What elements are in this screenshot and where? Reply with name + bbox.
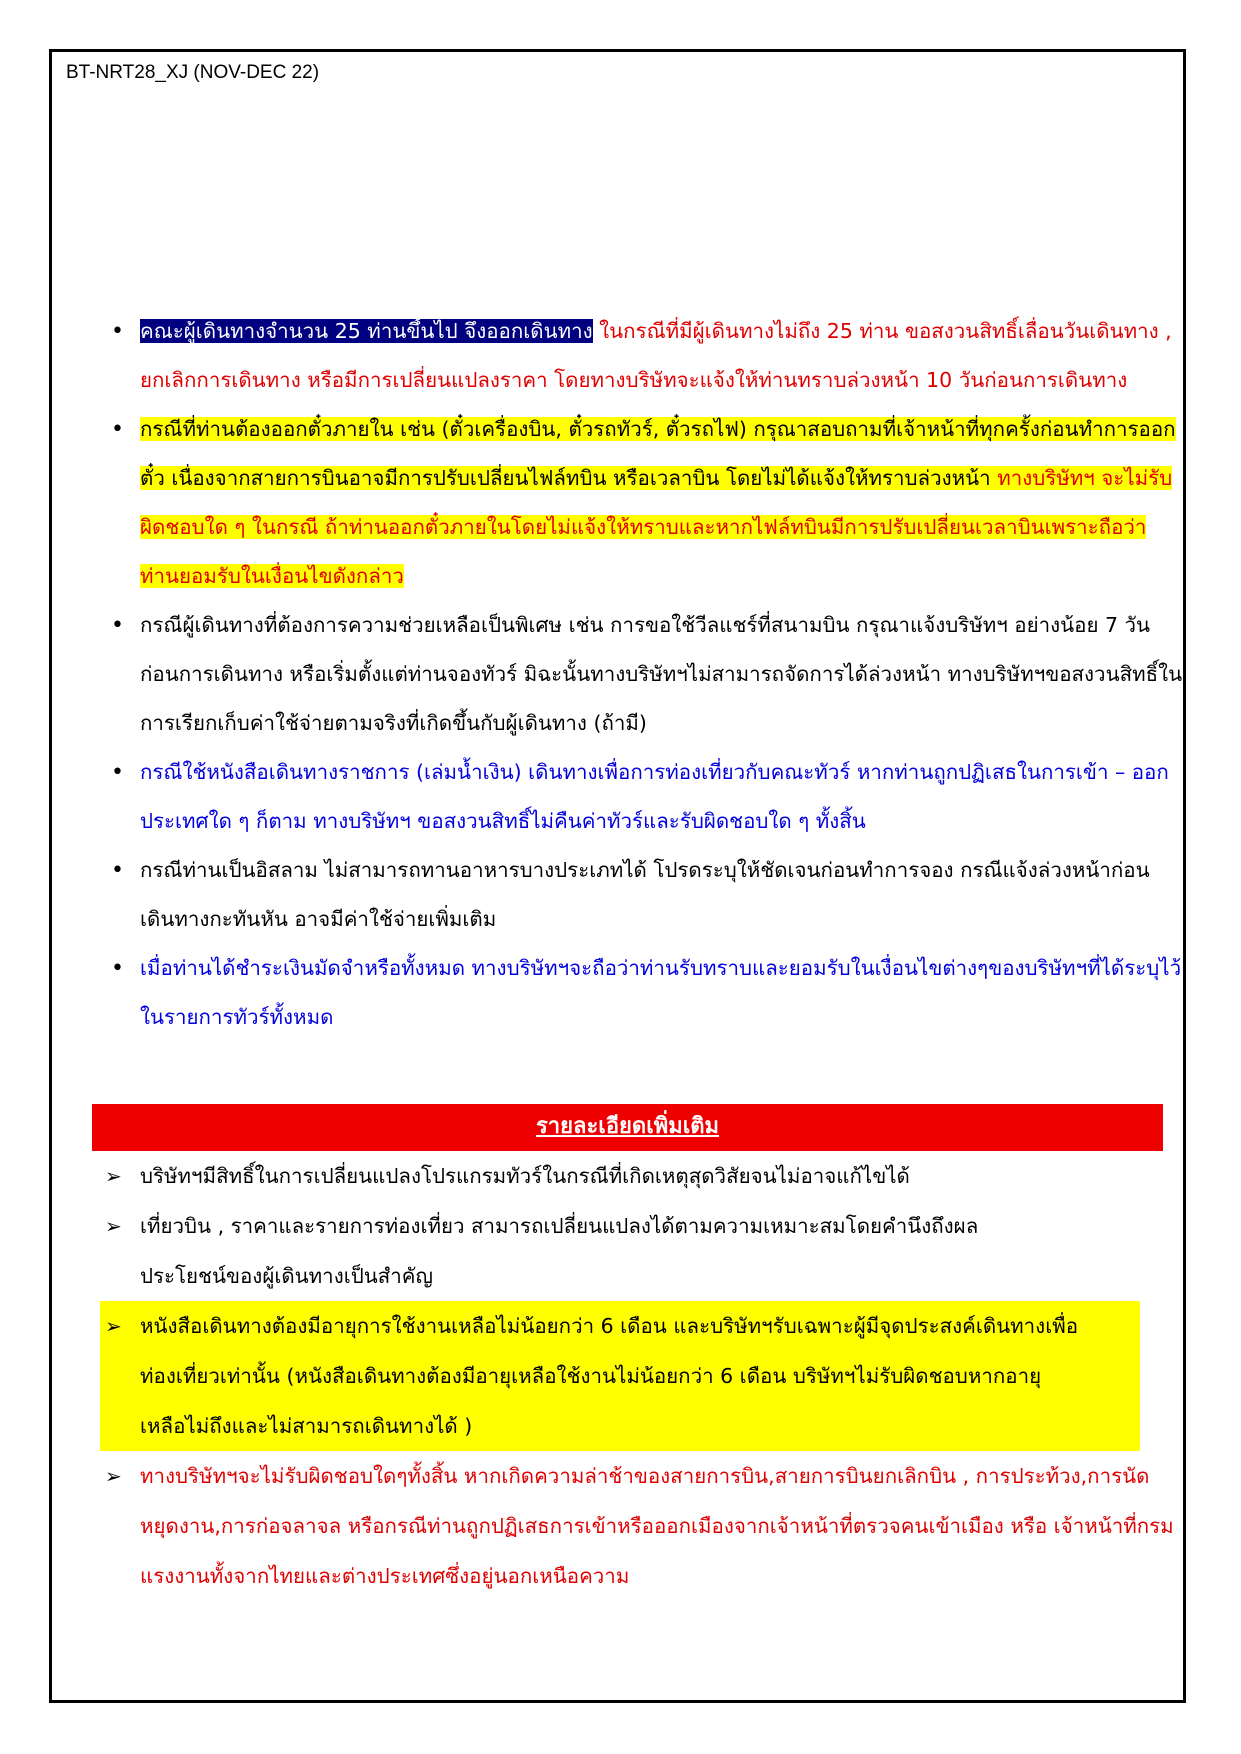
payment-acceptance-text: เมื่อท่านได้ชำระเงินมัดจำหรือทั้งหมด ทางบริษัทฯจะถือว่าท่านรับทราบและยอมรับในเงื่อนไขต่างๆของบริษัทฯที่ได้ระบุไว้ในรายการทัวร์ทั้งหมด — [140, 956, 1182, 1029]
group-size-highlight: คณะผู้เดินทางจำนวน 25 ท่านขึ้นไป จึงออกเดินทาง — [140, 319, 593, 343]
details-item-liability — [100, 1451, 1183, 1601]
details-item-flight-change — [100, 1201, 1183, 1301]
conditions-list — [108, 307, 1183, 1042]
condition-item-internal-tickets — [108, 405, 1183, 601]
flight-change-text: เที่ยวบิน , ราคาและรายการท่องเที่ยว สามารถเปลี่ยนแปลงได้ตามความเหมาะสมโดยคำนึงถึงผลประโยชน์ของผู้เดินทางเป็นสำคัญ — [140, 1214, 979, 1288]
internal-tickets-warning: ทางบริษัทฯ จะไม่รับผิดชอบใด ๆ ในกรณี ถ้าท่านออกตั๋วภายในโดยไม่แจ้งให้ทราบและหากไฟล์ทบินมีการปรับเปลี่ยนเวลาบินเพราะถือว่าท่านยอมรับในเงื่อนไขดังกล่าว — [140, 466, 1173, 588]
program-change-text: บริษัทฯมีสิทธิ์ในการเปลี่ยนแปลงโปรแกรมทัวร์ในกรณีที่เกิดเหตุสุดวิสัยจนไม่อาจแก้ไขได้ — [140, 1164, 910, 1188]
condition-item-payment-acceptance — [108, 944, 1183, 1042]
condition-item-group-size — [108, 307, 1183, 405]
details-heading-bar — [92, 1104, 1163, 1151]
official-passport-text: กรณีใช้หนังสือเดินทางราชการ (เล่มน้ำเงิน) เดินทางเพื่อการท่องเที่ยวกับคณะทัวร์ หากท่านถูกปฏิเสธในการเข้า – ออกประเทศใด ๆ ก็ตาม ทางบริษัทฯ ขอสงวนสิทธิ์ไม่คืนค่าทัวร์และรับผิดชอบใด ๆ ทั้งสิ้น — [140, 760, 1169, 833]
details-list — [100, 1151, 1183, 1601]
condition-item-halal-food — [108, 846, 1183, 944]
halal-food-text: กรณีท่านเป็นอิสลาม ไม่สามารถทานอาหารบางประเภทได้ โปรดระบุให้ชัดเจนก่อนทำการจอง กรณีแจ้งล่วงหน้าก่อนเดินทางกะทันหัน อาจมีค่าใช้จ่ายเพิ่มเติม — [140, 858, 1150, 931]
passport-validity-text: หนังสือเดินทางต้องมีอายุการใช้งานเหลือไม่น้อยกว่า 6 เดือน และบริษัทฯรับเฉพาะผู้มีจุดประสงค์เดินทางเพื่อท่องเที่ยวเท่านั้น (หนังสือเดินทางต้องมีอายุเหลือใช้งานไม่น้อยกว่า 6 เดือน บริษัทฯไม่รับผิดชอบหากอายุเหลือไม่ถึงและไม่สามารถเดินทางได้ ) — [140, 1314, 1079, 1438]
details-item-passport-validity — [100, 1301, 1140, 1451]
group-size-text: ในกรณีที่มีผู้เดินทางไม่ถึง 25 ท่าน ขอสงวนสิทธิ์เลื่อนวันเดินทาง , ยกเลิกการเดินทาง หรือมีการเปลี่ยนแปลงราคา โดยทางบริษัทจะแจ้งให้ท่านทราบล่วงหน้า 10 วันก่อนการเดินทาง — [140, 319, 1172, 392]
special-assistance-text: กรณีผู้เดินทางที่ต้องการความช่วยเหลือเป็นพิเศษ เช่น การขอใช้วีลแชร์ที่สนามบิน กรุณาแจ้งบริษัทฯ อย่างน้อย 7 วันก่อนการเดินทาง หรือเริ่มตั้งแต่ท่านจองทัวร์ มิฉะนั้นทางบริษัทฯไม่สามารถจัดการได้ล่วงหน้า ทางบริษัทฯขอสงวนสิทธิ์ในการเรียกเก็บค่าใช้จ่ายตามจริงที่เกิดขึ้นกับผู้เดินทาง (ถ้ามี) — [140, 613, 1183, 735]
liability-text: ทางบริษัทฯจะไม่รับผิดชอบใดๆทั้งสิ้น หากเกิดความล่าช้าของสายการบิน,สายการบินยกเลิกบิน , การประท้วง,การนัดหยุดงาน,การก่อจลาจล หรือกรณีท่านถูกปฏิเสธการเข้าหรือออกเมืองจากเจ้าหน้าที่ตรวจคนเข้าเมือง หรือ เจ้าหน้าที่กรมแรงงานทั้งจากไทยและต่างประเทศซึ่งอยู่นอกเหนือความ — [140, 1464, 1174, 1588]
details-item-program-change — [100, 1151, 1183, 1201]
document-code: BT-NRT28_XJ (NOV-DEC 22) — [66, 62, 320, 83]
condition-item-special-assistance — [108, 601, 1183, 748]
condition-item-official-passport — [108, 748, 1183, 846]
internal-tickets-text: กรณีที่ท่านต้องออกตั๋วภายใน เช่น (ตั๋วเครื่องบิน, ตั๋วรถทัวร์, ตั๋วรถไฟ) กรุณาสอบถามที่เจ้าหน้าที่ทุกครั้งก่อนทำการออกตั๋ว เนื่องจากสายการบินอาจมีการปรับเปลี่ยนไฟล์ทบิน หรือเวลาบิน โดยไม่ได้แจ้งให้ทราบล่วงหน้า — [140, 417, 1176, 490]
details-heading: รายละเอียดเพิ่มเติม — [535, 1114, 720, 1139]
